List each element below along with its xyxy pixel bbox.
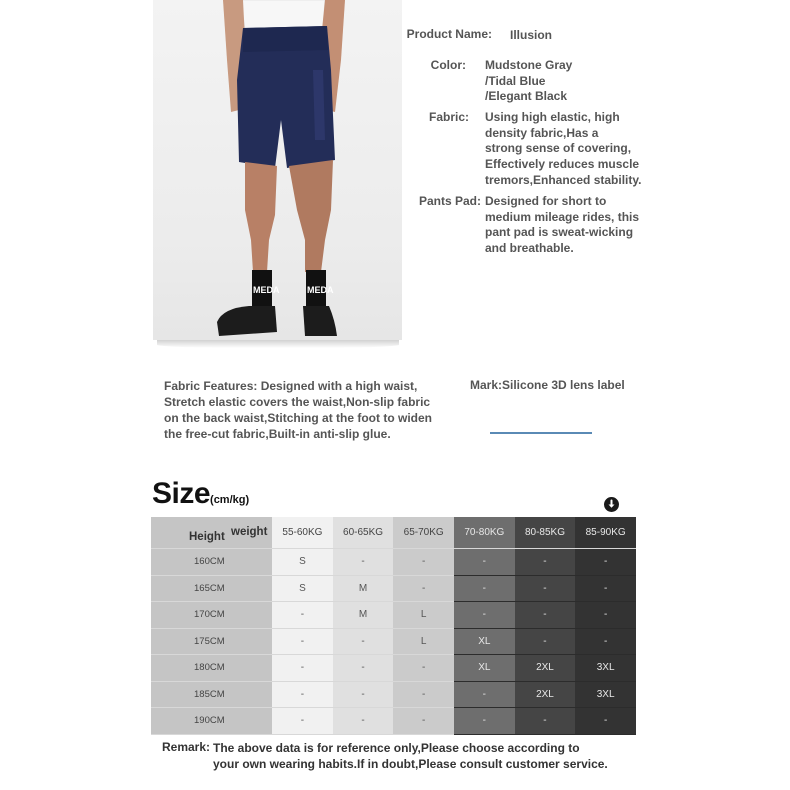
size-cell: - (575, 602, 636, 629)
size-cell: S (272, 575, 333, 602)
size-cell: XL (454, 655, 515, 682)
feature-line: the free-cut fabric,Built-in anti-slip glue. (164, 427, 391, 441)
mark-text: Mark:Silicone 3D lens label (470, 378, 625, 392)
pants-pad-description (485, 194, 639, 257)
size-cell: L (393, 628, 454, 655)
color-value: Mudstone Gray (485, 58, 573, 72)
size-cell: - (333, 549, 394, 576)
weight-header: 70-80KG (454, 517, 515, 549)
table-row (151, 575, 636, 602)
size-cell: - (515, 628, 576, 655)
size-cell: - (454, 575, 515, 602)
size-cell: - (454, 708, 515, 735)
table-row (151, 628, 636, 655)
table-row (151, 549, 636, 576)
fabric-line: Using high elastic, high (485, 110, 620, 124)
size-cell: - (575, 628, 636, 655)
size-cell: S (272, 549, 333, 576)
product-photo (153, 0, 402, 340)
lens-label-underline (490, 432, 592, 434)
size-cell: - (515, 575, 576, 602)
arrow-down-circle-icon[interactable] (604, 497, 619, 512)
size-unit: (cm/kg) (210, 494, 250, 506)
color-value: /Tidal Blue (485, 73, 546, 88)
product-name-label: Product Name: (406, 27, 492, 41)
height-cell: 170CM (151, 602, 272, 629)
table-row (151, 602, 636, 629)
size-cell: - (393, 708, 454, 735)
fabric-description (485, 110, 642, 189)
size-cell: - (575, 575, 636, 602)
feature-line: on the back waist,Stitching at the foot to widen (164, 411, 433, 425)
size-cell: - (333, 681, 394, 708)
fabric-line: Effectively reduces muscle (485, 157, 640, 172)
table-row (151, 681, 636, 708)
photo-shadow (157, 340, 399, 348)
size-cell: - (393, 575, 454, 602)
fabric-line: strong sense of covering, (485, 141, 632, 156)
weight-header: 80-85KG (515, 517, 576, 549)
size-cell: - (272, 655, 333, 682)
pad-line: Designed for short to (485, 194, 607, 208)
weight-axis-label: weight (231, 526, 268, 538)
remark-line: The above data is for reference only,Please choose according to (213, 741, 580, 755)
size-cell: - (333, 708, 394, 735)
fabric-line: tremors,Enhanced stability. (485, 172, 642, 187)
pad-line: pant pad is sweat-wicking (485, 225, 634, 240)
size-cell: M (333, 575, 394, 602)
feature-line: Stretch elastic covers the waist,Non-slip fabric (164, 395, 431, 409)
pad-line: medium mileage rides, this (485, 209, 640, 224)
size-cell: - (272, 628, 333, 655)
size-header-row (151, 517, 636, 549)
color-label: Color: (430, 58, 466, 72)
weight-header: 85-90KG (575, 517, 636, 549)
size-cell: - (333, 628, 394, 655)
size-cell: - (272, 681, 333, 708)
size-cell: 3XL (575, 681, 636, 708)
size-cell: - (515, 708, 576, 735)
height-cell: 165CM (151, 575, 272, 602)
size-cell: - (454, 602, 515, 629)
height-cell: 185CM (151, 681, 272, 708)
size-cell: - (454, 549, 515, 576)
remark-text (213, 740, 633, 772)
size-cell: - (575, 708, 636, 735)
height-cell: 190CM (151, 708, 272, 735)
color-values (485, 58, 572, 105)
size-title-text: Size (152, 477, 211, 510)
size-cell: L (393, 602, 454, 629)
size-cell: - (272, 708, 333, 735)
sock-logo-left: MEDA (253, 285, 280, 295)
size-cell: - (393, 655, 454, 682)
size-cell: - (393, 681, 454, 708)
fabric-label: Fabric: (428, 110, 469, 124)
size-cell: M (333, 602, 394, 629)
size-cell: 2XL (515, 681, 576, 708)
sock-logo-right: MEDA (307, 285, 334, 295)
fabric-features (164, 378, 432, 442)
color-value: /Elegant Black (485, 89, 568, 104)
size-cell: - (393, 549, 454, 576)
height-cell: 175CM (151, 628, 272, 655)
size-title (152, 477, 249, 511)
weight-header: 65-70KG (393, 517, 454, 549)
pad-line: and breathable. (485, 241, 574, 256)
size-cell: - (515, 549, 576, 576)
product-name-value: Illusion (510, 28, 552, 42)
height-axis-label: Height (189, 531, 225, 543)
size-cell: 3XL (575, 655, 636, 682)
size-chart-table (151, 517, 636, 735)
remark-label: Remark: (162, 740, 211, 754)
height-cell: 180CM (151, 655, 272, 682)
table-row (151, 708, 636, 735)
model-wearing-shorts-illustration (153, 0, 402, 340)
weight-header: 60-65KG (333, 517, 394, 549)
remark-line: your own wearing habits.If in doubt,Please consult customer service. (213, 757, 608, 771)
size-cell: - (575, 549, 636, 576)
size-cell: - (515, 602, 576, 629)
feature-line: Fabric Features: Designed with a high waist, (164, 379, 418, 393)
corner-cell (151, 517, 272, 549)
size-cell: - (454, 681, 515, 708)
height-cell: 160CM (151, 549, 272, 576)
weight-header: 55-60KG (272, 517, 333, 549)
table-row (151, 655, 636, 682)
size-cell: XL (454, 628, 515, 655)
pants-pad-label: Pants Pad: (418, 194, 481, 208)
size-cell: 2XL (515, 655, 576, 682)
size-cell: - (272, 602, 333, 629)
size-cell: - (333, 655, 394, 682)
fabric-line: density fabric,Has a (485, 125, 599, 140)
